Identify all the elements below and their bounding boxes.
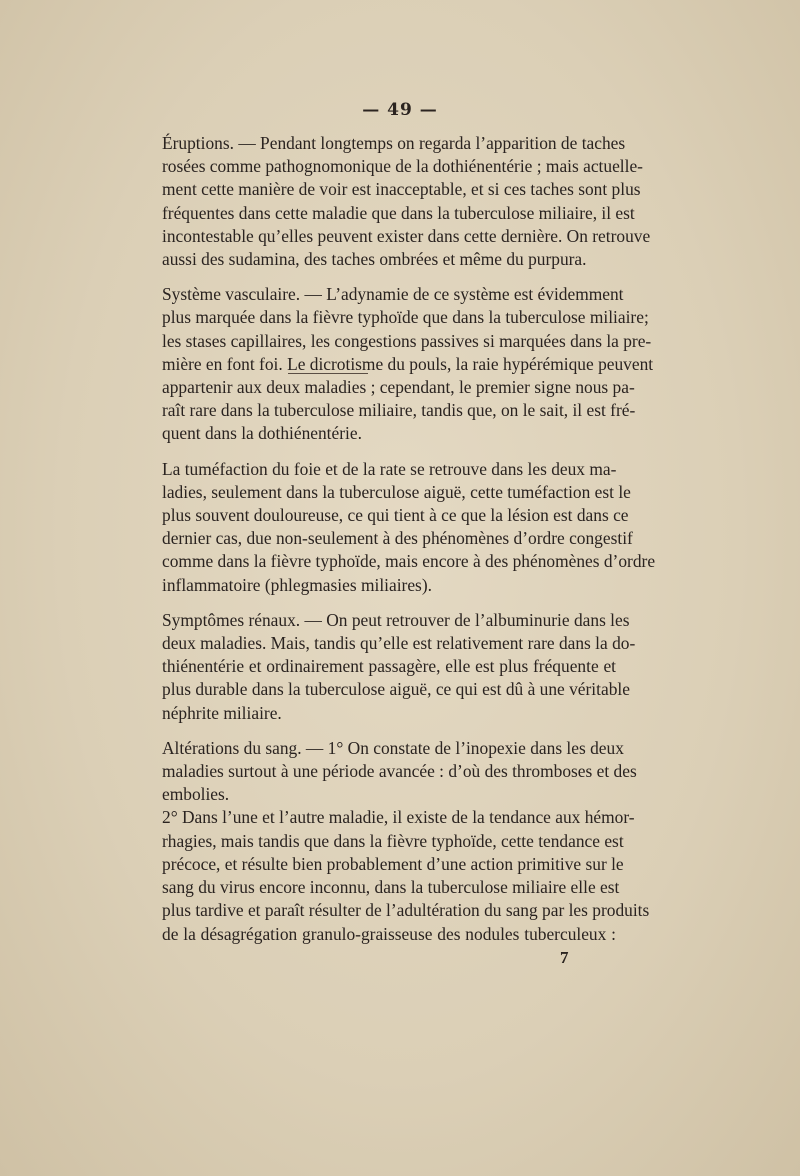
text-line: les stases capillaires, les congestions passives si marquées dans la pre- <box>162 330 652 351</box>
text-line: inflammatoire (phlegmasies miliaires). <box>162 574 432 595</box>
text-line: aussi des sudamina, des taches ombrées et même du purpura. <box>162 249 587 270</box>
paragraph-eruptions <box>146 132 651 271</box>
text-line: appartenir aux deux maladies ; cependant, le premier signe nous pa- <box>162 377 635 398</box>
text-line: de la désagrégation granulo-graisseuse des nodules tuberculeux : <box>162 923 616 944</box>
text-line: ment cette manière de voir est inacceptable, et si ces taches sont plus <box>162 179 641 200</box>
text-line: quent dans la dothiénentérie. <box>162 423 362 444</box>
text-line: plus marquée dans la fièvre typhoïde que dans la tuberculose miliaire; <box>162 307 649 328</box>
text-line: Système vasculaire. — L’adynamie de ce système est évidemment <box>162 284 624 305</box>
text-line: embolies. <box>162 784 230 805</box>
paragraph-systeme-vasculaire <box>146 283 654 445</box>
text-line: thiénentérie et ordinairement passagère, elle est plus fréquente et <box>162 656 616 677</box>
text-line: Altérations du sang. — 1° On constate de l’inopexie dans les deux <box>162 737 624 758</box>
text-line: précoce, et résulte bien probablement d’une action primitive sur le <box>162 853 624 874</box>
text-line: rosées comme pathognomonique de la dothiénentérie ; mais actuelle- <box>162 156 643 177</box>
pencil-underline <box>288 373 368 374</box>
text-line: plus durable dans la tuberculose aiguë, ce qui est dû à une véritable <box>162 679 630 700</box>
text-line: Éruptions. — Pendant longtemps on regarda l’apparition de taches <box>162 133 626 153</box>
text-line: maladies surtout à une période avancée : d’où des thromboses et des <box>162 761 637 782</box>
text-line: deux maladies. Mais, tandis qu’elle est relativement rare dans la do- <box>162 633 636 654</box>
text-line: plus tardive et paraît résulter de l’adultération du sang par les produits <box>162 900 650 921</box>
text-line: plus souvent douloureuse, ce qui tient à ce que la lésion est dans ce <box>162 505 629 526</box>
text-line: dernier cas, due non-seulement à des phénomènes d’ordre congestif <box>162 528 633 549</box>
paragraph-symptomes-renaux <box>146 609 636 725</box>
paragraph-tumefaction <box>146 458 656 597</box>
text-line: rhagies, mais tandis que dans la fièvre typhoïde, cette tendance est <box>162 830 624 851</box>
page-number: — 49 — <box>362 100 438 120</box>
text-line: La tuméfaction du foie et de la rate se retrouve dans les deux ma- <box>162 458 617 479</box>
paragraph-hemorrhagies <box>146 806 650 945</box>
text-line: néphrite miliaire. <box>162 702 282 723</box>
body-text <box>146 132 656 946</box>
text-line: fréquentes dans cette maladie que dans la tuberculose miliaire, il est <box>162 202 635 223</box>
text-line: comme dans la fièvre typhoïde, mais encore à des phénomènes d’ordre <box>162 551 656 572</box>
text-line: mière en font foi. Le dicrotisme du pouls, la raie hypérémique peuvent <box>162 353 654 374</box>
text-line: incontestable qu’elles peuvent exister dans cette dernière. On retrouve <box>162 225 651 246</box>
text-line: Symptômes rénaux. — On peut retrouver de l’albuminurie dans les <box>162 609 630 630</box>
text-line: 2° Dans l’une et l’autre maladie, il existe de la tendance aux hémor- <box>162 807 635 828</box>
text-line: ladies, seulement dans la tuberculose aiguë, cette tuméfaction est le <box>162 481 631 502</box>
folio-mark: 7 <box>560 948 569 967</box>
paragraph-alterations-sang <box>146 737 637 807</box>
text-line: raît rare dans la tuberculose miliaire, tandis que, on le sait, il est fré- <box>162 400 636 421</box>
text-line: sang du virus encore inconnu, dans la tuberculose miliaire elle est <box>162 877 620 898</box>
